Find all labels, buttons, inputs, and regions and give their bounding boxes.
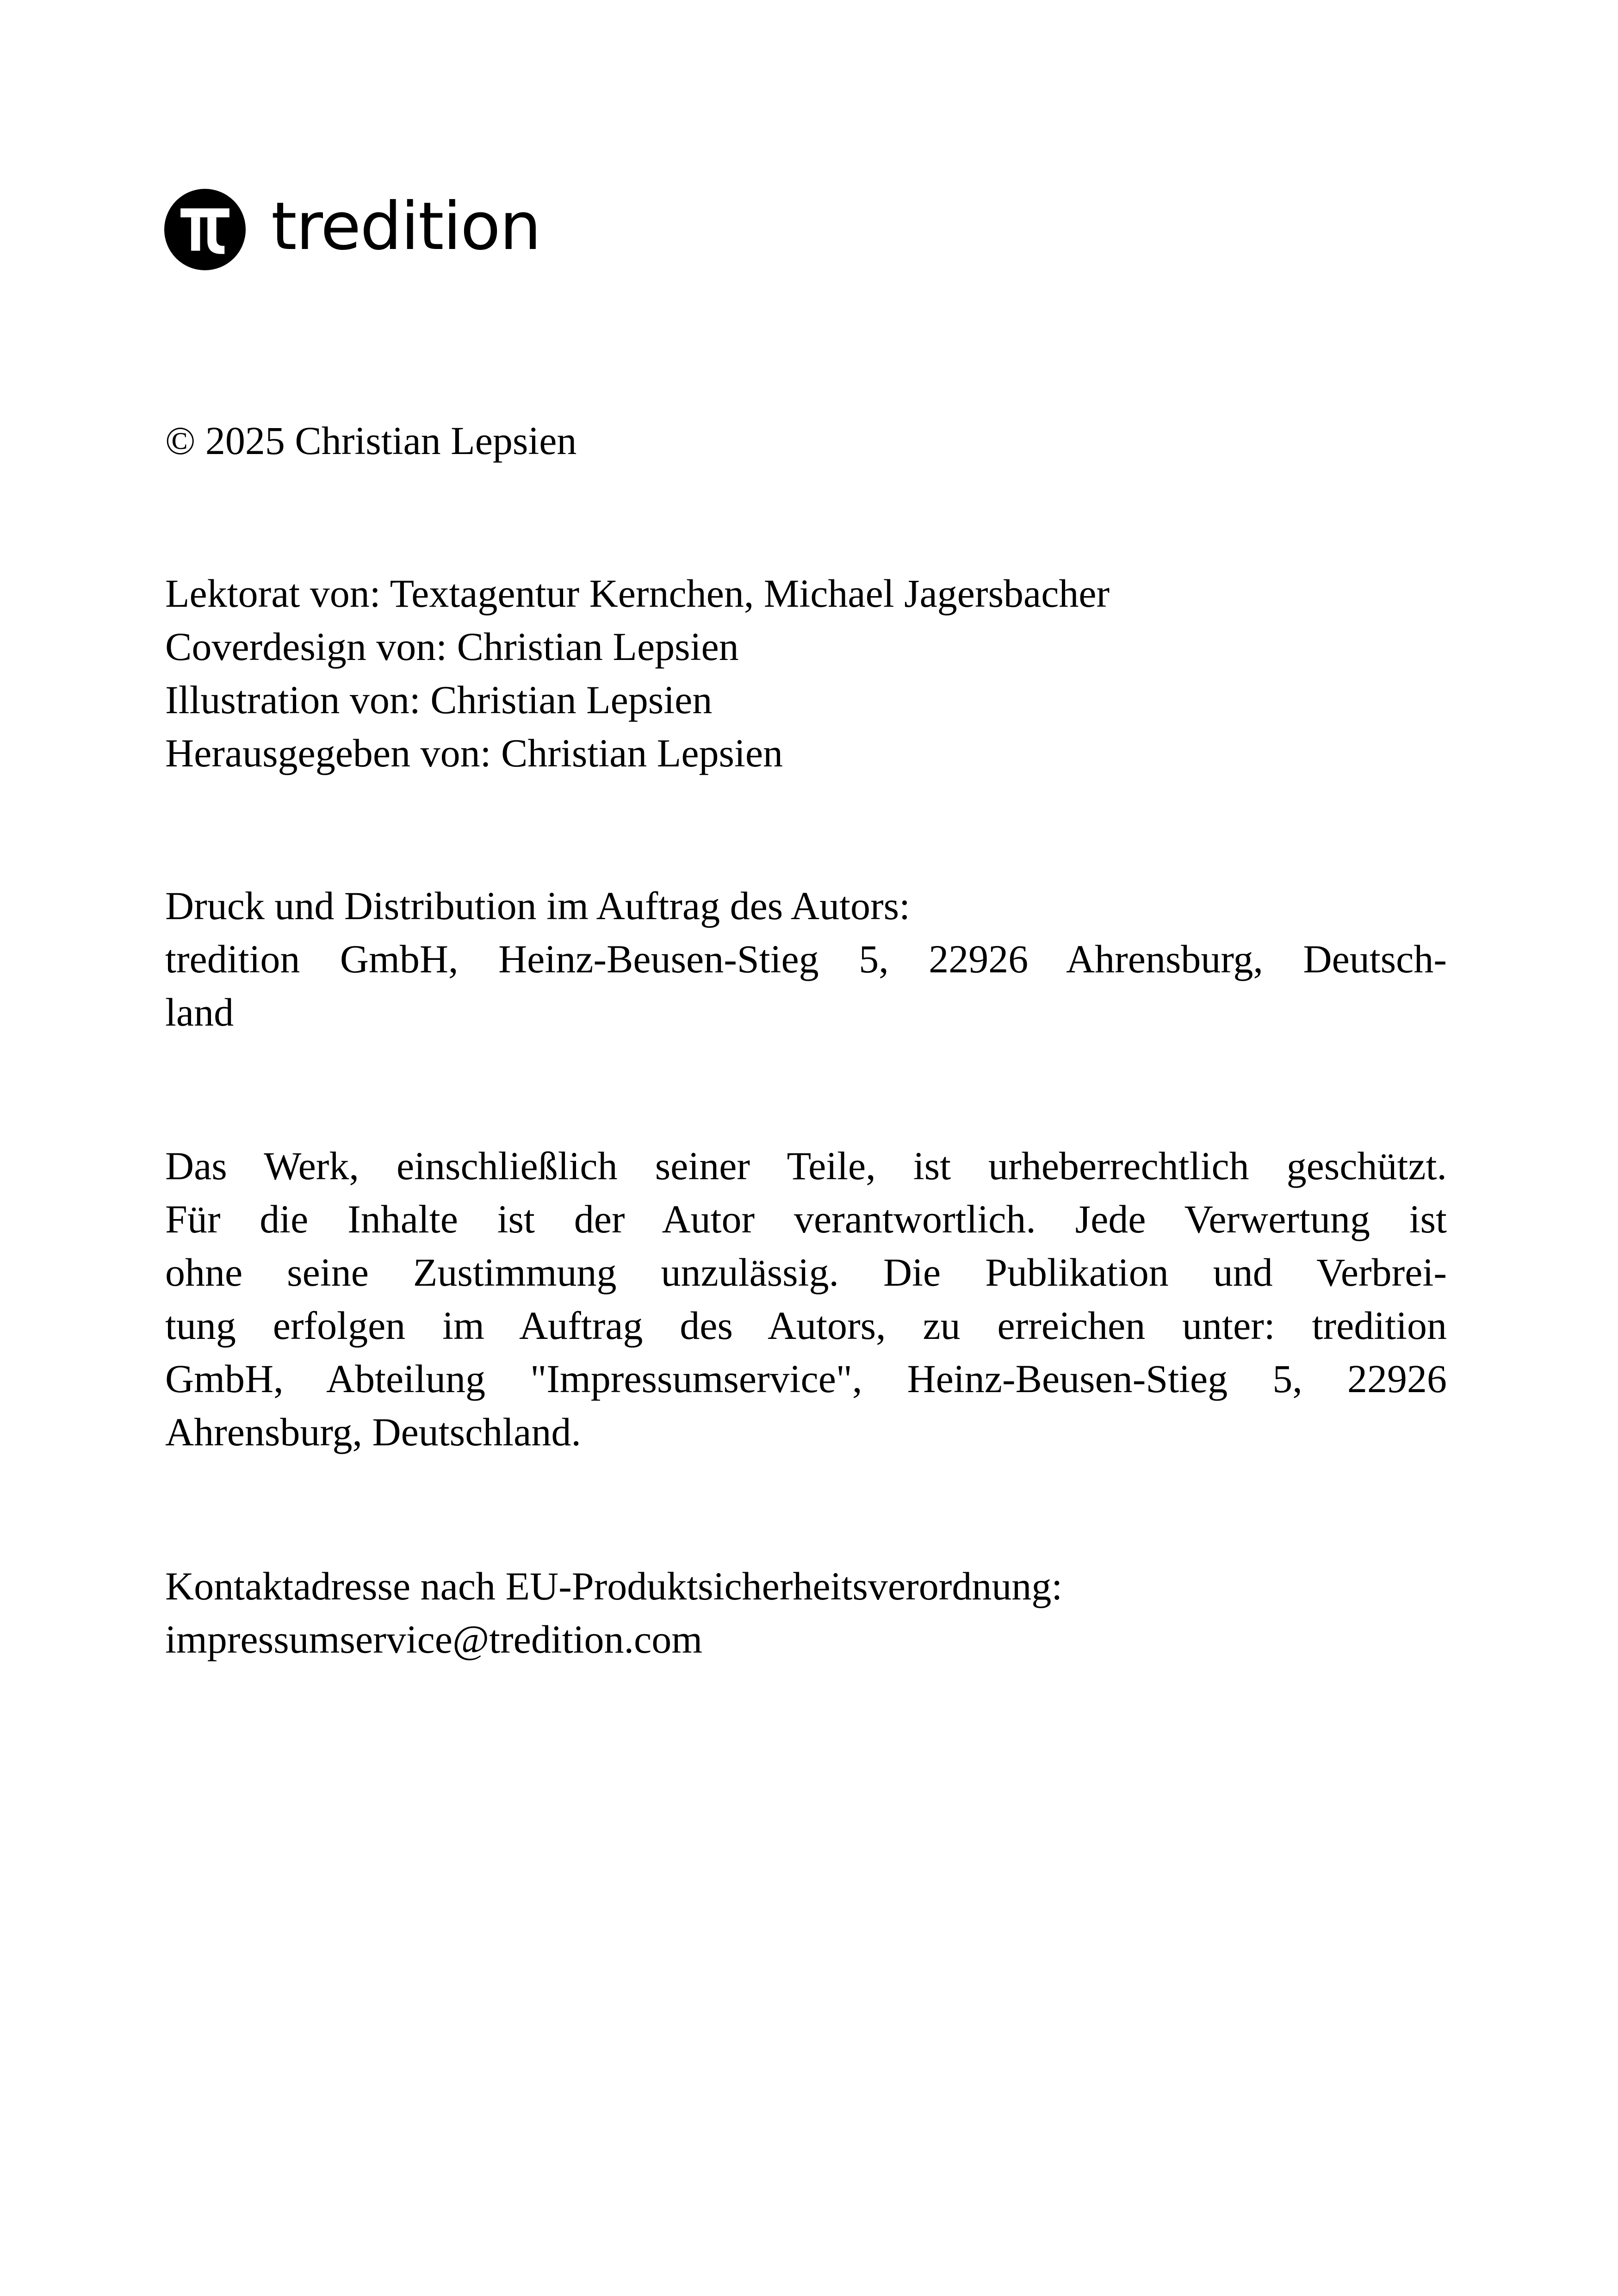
credit-line-editing: Lektorat von: Textagentur Kernchen, Michael Jagersbacher [165,571,1110,616]
rights-line: tung erfolgen im Auftrag des Autors, zu erreichen unter: tredition [165,1303,1447,1348]
contact-label: Kontaktadresse nach EU-Produktsicherheitsverordnung: [165,1564,1063,1608]
rights-line: Für die Inhalte ist der Autor verantwortlich. Jede Verwertung ist [165,1197,1447,1241]
rights-line: ohne seine Zustimmung unzulässig. Die Publikation und Verbrei- [165,1250,1447,1294]
printing-line: tredition GmbH, Heinz-Beusen-Stieg 5, 22926 Ahrensburg, Deutsch- [165,937,1447,981]
rights-line: GmbH, Abteilung "Impressumservice", Heinz-Beusen-Stieg 5, 22926 [165,1356,1447,1401]
tredition-logo-icon [164,189,246,270]
printing-distribution-block [165,879,1447,1039]
credits-block [165,567,1447,780]
contact-email: impressumservice@tredition.com [165,1617,703,1661]
printing-line: land [165,990,234,1034]
copyright-line: © 2025 Christian Lepsien [165,418,577,463]
rights-line: Das Werk, einschließlich seiner Teile, ist urheberrechtlich geschützt. [165,1144,1447,1188]
publisher-logo-text: tredition [271,188,540,265]
printing-line: Druck und Distribution im Auftrag des Autors: [165,884,910,928]
rights-line: Ahrensburg, Deutschland. [165,1410,581,1454]
contact-block [165,1560,1447,1666]
credit-line-cover-design: Coverdesign von: Christian Lepsien [165,624,739,669]
publisher-logo [164,189,540,270]
credit-line-illustration: Illustration von: Christian Lepsien [165,678,713,722]
rights-notice-block [165,1139,1447,1459]
copyright-notice [165,414,1447,467]
credit-line-publisher: Herausgegeben von: Christian Lepsien [165,731,783,775]
